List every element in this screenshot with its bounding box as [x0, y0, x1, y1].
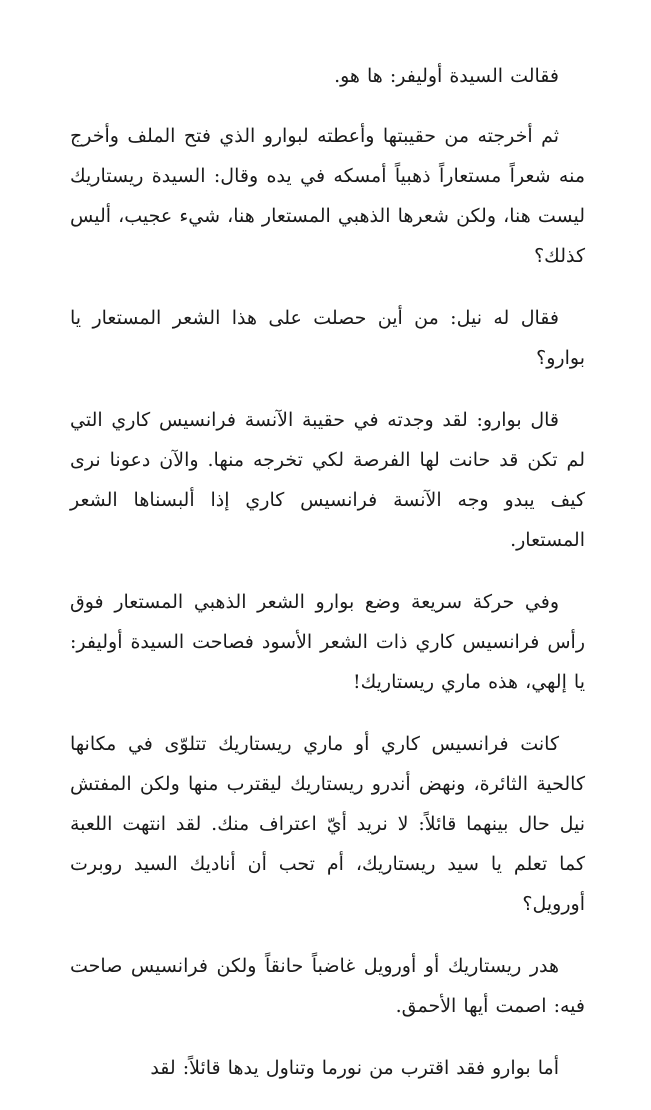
paragraph: ثم أخرجته من حقيبتها وأعطته لبوارو الذي فتح الملف وأخرج منه شعراً مستعاراً ذهبياً أمسكه في يده وقال: السيدة ريستاريك ليست هنا، ولكن شعرها الذهبي المستعار هنا، شيء عجيب، أليس كذلك؟ — [70, 125, 585, 267]
paragraph: كانت فرانسيس كاري أو ماري ريستاريك تتلوّى في مكانها كالحية الثائرة، ونهض أندرو ريستاريك ليقترب منها ولكن المفتش نيل حال بينهما قائلاً: لا نريد أيّ اعتراف منك. لقد انتهت اللعبة كما تعلم يا سيد ريستاريك، أم تحب أن أناديك السيد روبرت أورويل؟ — [70, 733, 585, 915]
paragraph: فقال له نيل: من أين حصلت على هذا الشعر المستعار يا بوارو؟ — [70, 307, 585, 369]
paragraph: فقالت السيدة أوليفر: ها هو. — [334, 65, 559, 87]
paragraph: وفي حركة سريعة وضع بوارو الشعر الذهبي المستعار فوق رأس فرانسيس كاري ذات الشعر الأسود فصاحت السيدة أوليفر: يا إلهي، هذه ماري ريستاريك! — [70, 591, 585, 693]
paragraph: أما بوارو فقد اقترب من نورما وتناول يدها قائلاً: لقد — [150, 1057, 559, 1079]
book-page — [70, 56, 585, 1110]
paragraph: هدر ريستاريك أو أورويل غاضباً حانقاً ولكن فرانسيس صاحت فيه: اصمت أيها الأحمق. — [70, 955, 585, 1017]
paragraph: قال بوارو: لقد وجدته في حقيبة الآنسة فرانسيس كاري التي لم تكن قد حانت لها الفرصة لكي تخرجه منها. والآن دعونا نرى كيف يبدو وجه الآنسة فرانسيس كاري إذا ألبسناها الشعر المستعار. — [70, 409, 585, 551]
